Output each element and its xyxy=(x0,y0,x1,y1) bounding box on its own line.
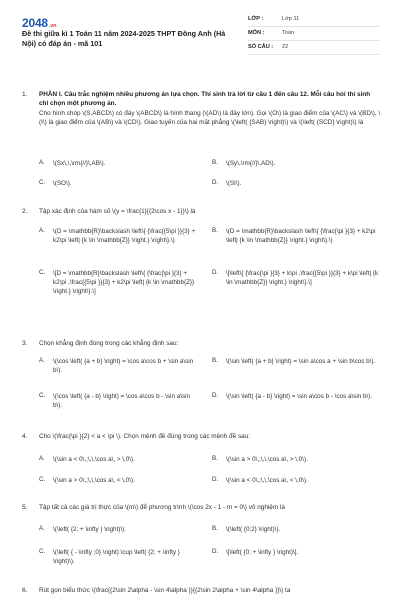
option-b[interactable] xyxy=(212,525,380,534)
option-c[interactable] xyxy=(39,179,199,188)
meta-label: LỚP : xyxy=(248,16,264,23)
question-text: Cho hình chóp \(S.ABCD\) có đáy \(ABCD\) là hình thang (\(AD\) là đáy lớn). Gọi \(O\) là giao điểm của \(AC\) và \(BD\), \(I\) là giao điểm của \(AB\) và \(CD\). Giao tuyến của hai mặt phẳng \(\left( {SAB} \right)\) và \(\left( {SCD} \right)\) là xyxy=(39,109,381,126)
option-b[interactable] xyxy=(212,227,380,261)
option-d[interactable] xyxy=(212,392,380,401)
question-number: 3. xyxy=(22,340,28,347)
option-text: \(\left( { - \infty ;0} \right) \cup \left( {2; + \infty } \right)\). xyxy=(53,549,180,566)
option-letter: A. xyxy=(39,227,45,234)
question-text: Tập xác định của hàm số \(y = \frac{1}{{2\cos x - 1}}\) là xyxy=(39,208,196,215)
logo-number: 2048 xyxy=(22,16,48,30)
option-text: \[D = \mathbb{R}\backslash \left\{ {\frac{\pi }{3} + k2\pi ,\frac{{5\pi }}{3} + k2\pi \left| {k \in \mathbb{Z}} \right.} \right\}.\] xyxy=(53,270,195,296)
option-d[interactable] xyxy=(212,476,380,485)
question-body xyxy=(39,90,381,127)
option-letter: C. xyxy=(39,179,46,186)
option-letter: D. xyxy=(212,179,219,186)
option-letter: B. xyxy=(212,159,218,166)
option-text: \(\sin a > 0\,;\,\,\cos a\, < \,0\). xyxy=(53,477,135,484)
meta-label: MÔN : xyxy=(248,30,265,37)
option-c[interactable] xyxy=(39,392,199,410)
option-text: \(SI\). xyxy=(226,180,242,187)
part-title: PHẦN I. Câu trắc nghiệm nhiều phương án lựa chọn. Thí sinh trả lời từ câu 1 đến câu 12. Mỗi câu hỏi thí sinh chỉ chọn một phương án. xyxy=(39,91,371,108)
option-a[interactable] xyxy=(39,357,199,375)
option-text: \(Sy\,\rm{//}\,AD\). xyxy=(226,160,276,167)
option-c[interactable] xyxy=(39,548,199,566)
meta-value: Toán xyxy=(282,30,295,37)
option-letter: B. xyxy=(212,455,218,462)
option-letter: B. xyxy=(212,525,218,532)
option-a[interactable] xyxy=(39,159,199,168)
option-letter: D. xyxy=(212,476,219,483)
option-letter: B. xyxy=(212,227,218,234)
option-c[interactable] xyxy=(39,476,199,485)
option-letter: C. xyxy=(39,269,46,276)
meta-row-class xyxy=(248,13,380,27)
option-a[interactable] xyxy=(39,525,199,534)
meta-value: 22 xyxy=(282,44,289,51)
option-letter: D. xyxy=(212,548,219,555)
meta-label: SỐ CÂU : xyxy=(248,44,274,51)
question-text: Cho \(\frac{\pi }{2} < a < \pi \). Chọn mệnh đề đúng trong các mệnh đề sau: xyxy=(39,433,251,440)
option-text: \(\cos \left( {a - b} \right) = \cos a\cos b - \sin a\sin b\). xyxy=(53,393,191,410)
option-text: \(\sin a < 0\,;\,\,\cos a\, < \,0\). xyxy=(226,477,308,484)
logo-suffix: .vn xyxy=(48,23,57,29)
option-b[interactable] xyxy=(212,357,380,366)
page-header xyxy=(0,0,400,62)
option-text: \(\sin a > 0\,;\,\,\cos a\, > \,0\). xyxy=(226,456,308,463)
option-text: \(\sin a < 0\,;\,\,\cos a\, > \,0\). xyxy=(53,456,135,463)
question-text: Rút gọn biểu thức \(\frac{{2\sin 2\alpha - \sin 4\alpha }}{{2\sin 2\alpha + \sin 4\alpha }}\) ta xyxy=(39,587,291,594)
question-body xyxy=(39,207,381,216)
option-text: \(\cos \left( {a + b} \right) = \cos a\cos b + \sin a\sin b\). xyxy=(53,358,194,375)
option-text: \(\sin \left( {a - b} \right) = \sin a\cos b - \cos a\sin b\). xyxy=(226,393,373,400)
question-number: 6. xyxy=(22,587,28,594)
meta-row-count xyxy=(248,41,380,55)
option-letter: A. xyxy=(39,159,45,166)
option-text: \(\sin \left( {a + b} \right) = \sin a\cos a + \sin b\cos b\). xyxy=(226,358,376,365)
option-text: \[\left\{ {\frac{\pi }{3} + k\pi ,\frac{{5\pi }}{3} + k\pi \left| {k \in \mathbb{Z}} \right.} \right\}.\] xyxy=(226,270,379,287)
option-text: \(\left( {2; + \infty } \right)\). xyxy=(53,526,126,533)
question-number: 1. xyxy=(22,91,28,98)
option-text: \(D = \mathbb{R}\backslash \left\{ {\frac{{5\pi }}{3} + k2\pi \left| {k \in \mathbb{Z}} \right.} \right\}.\) xyxy=(53,228,196,245)
question-text: Chọn khẳng định đúng trong các khẳng định sau: xyxy=(39,340,179,347)
question-text: Tập tất cả các giá trị thực của \(m\) để phương trình \(\cos 2x - 1 - m = 0\) vô nghiệm là xyxy=(39,504,285,511)
option-b[interactable] xyxy=(212,159,380,168)
option-b[interactable] xyxy=(212,455,380,464)
option-letter: C. xyxy=(39,392,46,399)
option-letter: A. xyxy=(39,525,45,532)
question-body xyxy=(39,339,381,348)
option-text: \(SO\). xyxy=(53,180,72,187)
option-text: \(Sx\,\,\rm{//}\,AB\). xyxy=(53,160,106,167)
meta-row-subject xyxy=(248,27,380,41)
option-d[interactable] xyxy=(212,548,380,557)
option-letter: A. xyxy=(39,455,45,462)
option-letter: D. xyxy=(212,269,219,276)
question-number: 5. xyxy=(22,504,28,511)
question-number: 2. xyxy=(22,208,28,215)
option-c[interactable] xyxy=(39,269,199,325)
meta-value: Lớp 11 xyxy=(282,16,300,23)
option-a[interactable] xyxy=(39,455,199,464)
exam-title: Đề thi giữa kì 1 Toán 11 năm 2024-2025 THPT Đông Anh (Hà Nội) có đáp án - mã 101 xyxy=(22,29,226,49)
option-text: \[\left( {0; + \infty } \right)\]. xyxy=(226,549,299,556)
question-number: 4. xyxy=(22,433,28,440)
option-d[interactable] xyxy=(212,179,380,188)
option-letter: A. xyxy=(39,357,45,364)
option-a[interactable] xyxy=(39,227,199,261)
option-d[interactable] xyxy=(212,269,380,315)
option-letter: D. xyxy=(212,392,219,399)
option-letter: B. xyxy=(212,357,218,364)
question-body xyxy=(39,586,381,595)
exam-meta-table xyxy=(248,13,380,55)
question-body xyxy=(39,503,381,512)
option-text: \(D = \mathbb{R}\backslash \left\{ {\frac{\pi }{3} + k2\pi \left| {k \in \mathbb{Z}} \right.} \right\}.\) xyxy=(226,228,376,245)
option-text: \(\left( {0;2} \right)\). xyxy=(226,526,281,533)
option-letter: C. xyxy=(39,548,46,555)
option-letter: C. xyxy=(39,476,46,483)
question-body xyxy=(39,432,381,441)
